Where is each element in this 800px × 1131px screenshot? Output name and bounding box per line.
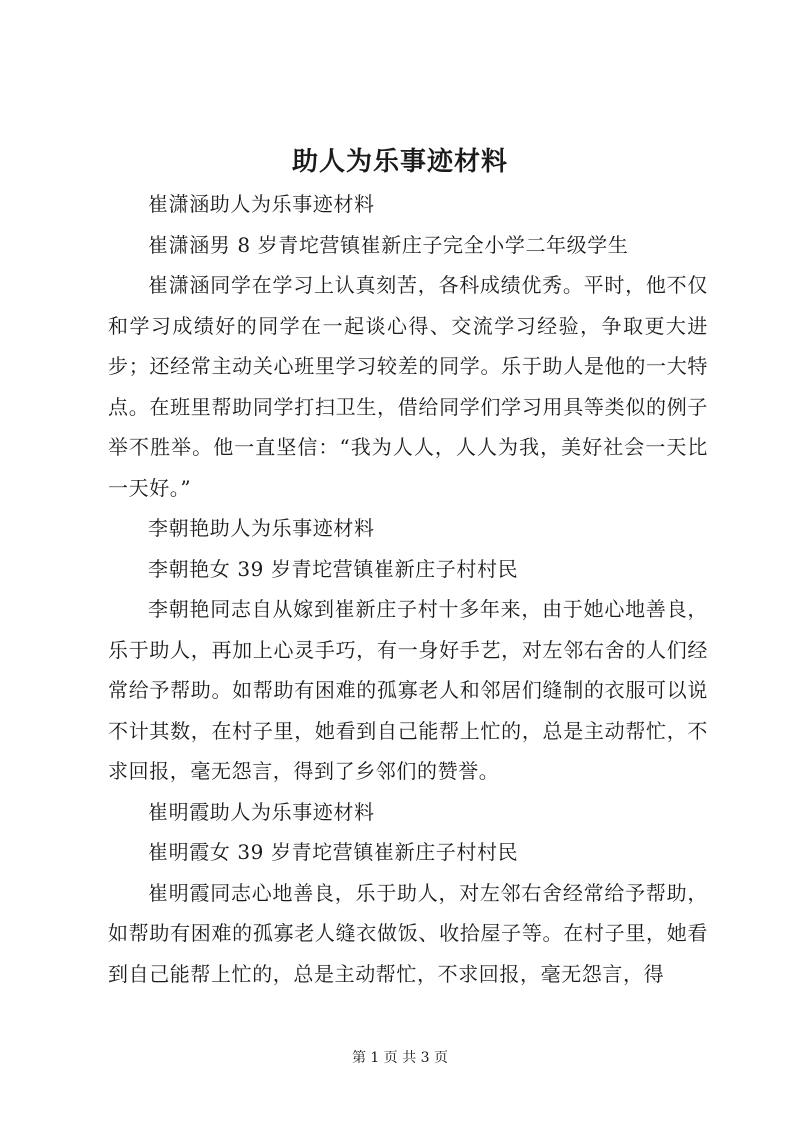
page-title: 助人为乐事迹材料 [291, 147, 508, 177]
document-body [108, 184, 708, 994]
section-heading: 李朝艳助人为乐事迹材料 [148, 516, 375, 540]
body-paragraph: 崔明霞同志心地善良，乐于助人，对左邻右舍经常给予帮助，如帮助有困难的孤寡老人缝衣做饭、收拾屋子等。在村子里，她看到自己能帮上忙的，总是主动帮忙，不求回报，毫无怨言，得 [108, 880, 708, 986]
person-info: 崔明霞女 39 岁青坨营镇崔新庄子村村民 [148, 840, 519, 864]
page-number-footer: 第 1 页 共 3 页 [351, 1050, 449, 1066]
section-heading: 崔潇涵助人为乐事迹材料 [148, 192, 375, 216]
person-info: 李朝艳女 39 岁青坨营镇崔新庄子村村民 [148, 556, 519, 581]
section-heading: 崔明霞助人为乐事迹材料 [148, 799, 375, 824]
body-paragraph: 李朝艳同志自从嫁到崔新庄子村十多年来，由于她心地善良，乐于助人，再加上心灵手巧，有一身好手艺，对左邻右舍的人们经常给予帮助。如帮助有困难的孤寡老人和邻居们缝制的衣服可以说不计其数，在村子里，她看到自己能帮上忙的，总是主动帮忙，不求回报，毫无怨言，得到了乡邻们的赞誉。 [108, 597, 708, 783]
body-paragraph: 崔潇涵同学在学习上认真刻苦，各科成绩优秀。平时，他不仅和学习成绩好的同学在一起谈心得、交流学习经验，争取更大进步；还经常主动关心班里学习较差的同学。乐于助人是他的一大特点。在班里帮助同学打扫卫生，借给同学们学习用具等类似的例子举不胜举。他一直坚信：“我为人人，人人为我，美好社会一天比一天好。” [108, 273, 708, 500]
person-info: 崔潇涵男 8 岁青坨营镇崔新庄子完全小学二年级学生 [148, 232, 629, 257]
